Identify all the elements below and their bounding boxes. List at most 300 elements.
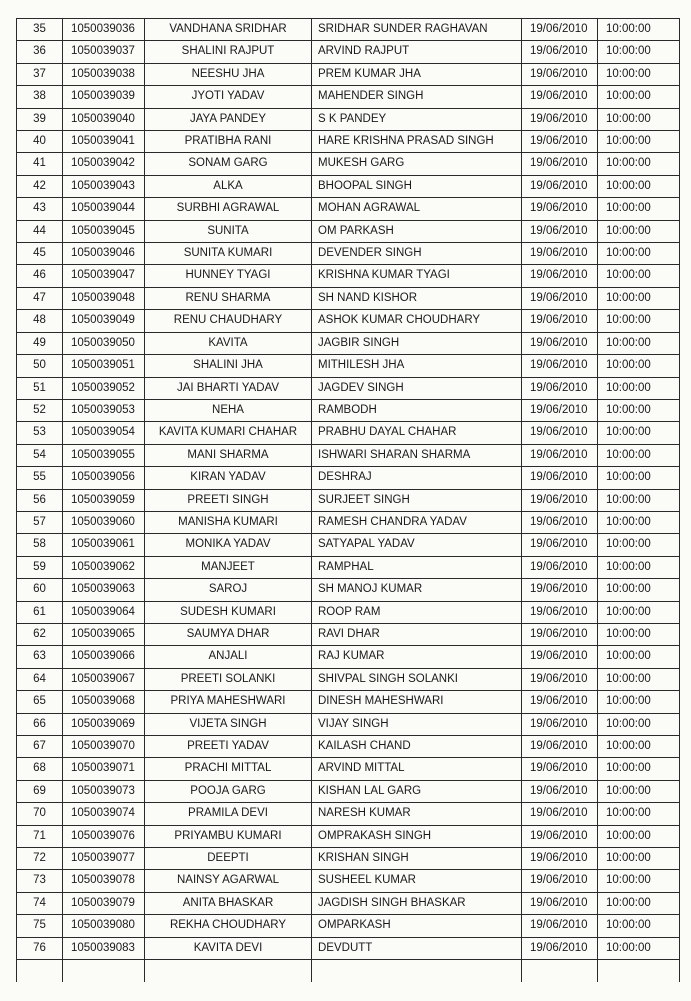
candidate-name-cell: ANJALI [145, 646, 312, 668]
father-name-cell: SURJEET SINGH [312, 489, 522, 511]
father-name-cell: RAJ KUMAR [312, 646, 522, 668]
exam-time-cell: 10:00:00 [598, 19, 680, 41]
father-name-cell: SHIVPAL SINGH SOLANKI [312, 668, 522, 690]
exam-time-cell: 10:00:00 [598, 623, 680, 645]
exam-date-cell: 19/06/2010 [522, 803, 598, 825]
exam-time-cell: 10:00:00 [598, 377, 680, 399]
serial-number-cell: 55 [17, 467, 63, 489]
candidate-name-cell: PRIYA MAHESHWARI [145, 691, 312, 713]
serial-number-cell: 43 [17, 198, 63, 220]
roll-number-cell: 1050039041 [63, 131, 145, 153]
exam-time-cell: 10:00:00 [598, 780, 680, 802]
candidate-name-cell: PRACHI MITTAL [145, 758, 312, 780]
serial-number-cell: 72 [17, 848, 63, 870]
serial-number-cell: 50 [17, 355, 63, 377]
father-name-cell: KISHAN LAL GARG [312, 780, 522, 802]
candidate-name-cell: NAINSY AGARWAL [145, 870, 312, 892]
father-name-cell: ARVIND MITTAL [312, 758, 522, 780]
empty-cell [522, 960, 598, 983]
table-row [17, 601, 680, 623]
serial-number-cell: 51 [17, 377, 63, 399]
roll-number-cell: 1050039079 [63, 892, 145, 914]
father-name-cell: JAGDEV SINGH [312, 377, 522, 399]
exam-time-cell: 10:00:00 [598, 713, 680, 735]
table-row [17, 444, 680, 466]
empty-cell [17, 960, 63, 983]
serial-number-cell: 49 [17, 332, 63, 354]
exam-date-cell: 19/06/2010 [522, 377, 598, 399]
candidate-name-cell: REKHA CHOUDHARY [145, 915, 312, 937]
father-name-cell: VIJAY SINGH [312, 713, 522, 735]
exam-date-cell: 19/06/2010 [522, 399, 598, 421]
serial-number-cell: 76 [17, 937, 63, 959]
father-name-cell: SRIDHAR SUNDER RAGHAVAN [312, 19, 522, 41]
table-row [17, 355, 680, 377]
exam-time-cell: 10:00:00 [598, 758, 680, 780]
serial-number-cell: 42 [17, 175, 63, 197]
table-row [17, 175, 680, 197]
father-name-cell: ASHOK KUMAR CHOUDHARY [312, 310, 522, 332]
father-name-cell: SATYAPAL YADAV [312, 534, 522, 556]
roll-number-cell: 1050039056 [63, 467, 145, 489]
empty-cell [312, 960, 522, 983]
exam-time-cell: 10:00:00 [598, 870, 680, 892]
exam-date-cell: 19/06/2010 [522, 713, 598, 735]
exam-date-cell: 19/06/2010 [522, 511, 598, 533]
roll-number-cell: 1050039052 [63, 377, 145, 399]
table-row [17, 780, 680, 802]
exam-date-cell: 19/06/2010 [522, 153, 598, 175]
candidate-name-cell: PREETI SINGH [145, 489, 312, 511]
table-row [17, 332, 680, 354]
table-row [17, 623, 680, 645]
father-name-cell: RAMBODH [312, 399, 522, 421]
table-row [17, 646, 680, 668]
table-row [17, 489, 680, 511]
exam-date-cell: 19/06/2010 [522, 870, 598, 892]
father-name-cell: KRISHAN SINGH [312, 848, 522, 870]
father-name-cell: JAGDISH SINGH BHASKAR [312, 892, 522, 914]
candidate-name-cell: PREETI YADAV [145, 736, 312, 758]
exam-time-cell: 10:00:00 [598, 511, 680, 533]
roll-number-cell: 1050039067 [63, 668, 145, 690]
exam-time-cell: 10:00:00 [598, 467, 680, 489]
exam-time-cell: 10:00:00 [598, 243, 680, 265]
exam-time-cell: 10:00:00 [598, 153, 680, 175]
exam-date-cell: 19/06/2010 [522, 243, 598, 265]
exam-time-cell: 10:00:00 [598, 332, 680, 354]
serial-number-cell: 65 [17, 691, 63, 713]
table-row [17, 153, 680, 175]
serial-number-cell: 59 [17, 556, 63, 578]
exam-date-cell: 19/06/2010 [522, 422, 598, 444]
exam-time-cell: 10:00:00 [598, 422, 680, 444]
exam-time-cell: 10:00:00 [598, 556, 680, 578]
roll-number-cell: 1050039083 [63, 937, 145, 959]
roll-number-cell: 1050039046 [63, 243, 145, 265]
father-name-cell: ROOP RAM [312, 601, 522, 623]
roll-number-cell: 1050039039 [63, 86, 145, 108]
father-name-cell: ISHWARI SHARAN SHARMA [312, 444, 522, 466]
roll-number-cell: 1050039037 [63, 41, 145, 63]
roll-number-cell: 1050039045 [63, 220, 145, 242]
exam-date-cell: 19/06/2010 [522, 848, 598, 870]
roll-number-cell: 1050039047 [63, 265, 145, 287]
exam-date-cell: 19/06/2010 [522, 892, 598, 914]
father-name-cell: DEVDUTT [312, 937, 522, 959]
exam-time-cell: 10:00:00 [598, 355, 680, 377]
exam-time-cell: 10:00:00 [598, 444, 680, 466]
candidate-name-cell: JAYA PANDEY [145, 108, 312, 130]
roll-number-cell: 1050039070 [63, 736, 145, 758]
father-name-cell: MOHAN AGRAWAL [312, 198, 522, 220]
table-body [17, 19, 680, 983]
candidate-name-cell: SURBHI AGRAWAL [145, 198, 312, 220]
exam-time-cell: 10:00:00 [598, 915, 680, 937]
candidate-name-cell: VANDHANA SRIDHAR [145, 19, 312, 41]
father-name-cell: KAILASH CHAND [312, 736, 522, 758]
father-name-cell: RAVI DHAR [312, 623, 522, 645]
serial-number-cell: 46 [17, 265, 63, 287]
roll-number-cell: 1050039073 [63, 780, 145, 802]
roll-number-cell: 1050039051 [63, 355, 145, 377]
candidate-name-cell: SUDESH KUMARI [145, 601, 312, 623]
table-row [17, 691, 680, 713]
serial-number-cell: 69 [17, 780, 63, 802]
candidate-name-cell: PRATIBHA RANI [145, 131, 312, 153]
exam-time-cell: 10:00:00 [598, 736, 680, 758]
candidate-name-cell: KIRAN YADAV [145, 467, 312, 489]
exam-date-cell: 19/06/2010 [522, 937, 598, 959]
exam-date-cell: 19/06/2010 [522, 41, 598, 63]
serial-number-cell: 45 [17, 243, 63, 265]
exam-date-cell: 19/06/2010 [522, 444, 598, 466]
roll-number-cell: 1050039062 [63, 556, 145, 578]
exam-time-cell: 10:00:00 [598, 108, 680, 130]
exam-date-cell: 19/06/2010 [522, 131, 598, 153]
exam-date-cell: 19/06/2010 [522, 556, 598, 578]
exam-date-cell: 19/06/2010 [522, 332, 598, 354]
roll-number-cell: 1050039071 [63, 758, 145, 780]
serial-number-cell: 62 [17, 623, 63, 645]
serial-number-cell: 36 [17, 41, 63, 63]
roll-number-cell: 1050039074 [63, 803, 145, 825]
candidate-name-cell: SAUMYA DHAR [145, 623, 312, 645]
roll-number-cell: 1050039053 [63, 399, 145, 421]
exam-date-cell: 19/06/2010 [522, 825, 598, 847]
table-row [17, 915, 680, 937]
candidate-name-cell: MANISHA KUMARI [145, 511, 312, 533]
serial-number-cell: 52 [17, 399, 63, 421]
father-name-cell: MUKESH GARG [312, 153, 522, 175]
father-name-cell: BHOOPAL SINGH [312, 175, 522, 197]
serial-number-cell: 67 [17, 736, 63, 758]
candidate-name-cell: RENU SHARMA [145, 287, 312, 309]
father-name-cell: DEVENDER SINGH [312, 243, 522, 265]
table-row [17, 848, 680, 870]
empty-row [17, 960, 680, 983]
empty-cell [598, 960, 680, 983]
exam-date-cell: 19/06/2010 [522, 310, 598, 332]
candidate-name-cell: SONAM GARG [145, 153, 312, 175]
serial-number-cell: 73 [17, 870, 63, 892]
exam-date-cell: 19/06/2010 [522, 198, 598, 220]
exam-date-cell: 19/06/2010 [522, 63, 598, 85]
candidate-table [16, 18, 680, 982]
roll-number-cell: 1050039076 [63, 825, 145, 847]
candidate-name-cell: ALKA [145, 175, 312, 197]
exam-time-cell: 10:00:00 [598, 399, 680, 421]
serial-number-cell: 60 [17, 579, 63, 601]
father-name-cell: RAMESH CHANDRA YADAV [312, 511, 522, 533]
table-row [17, 467, 680, 489]
roll-number-cell: 1050039040 [63, 108, 145, 130]
exam-date-cell: 19/06/2010 [522, 668, 598, 690]
exam-date-cell: 19/06/2010 [522, 579, 598, 601]
exam-date-cell: 19/06/2010 [522, 220, 598, 242]
serial-number-cell: 58 [17, 534, 63, 556]
exam-time-cell: 10:00:00 [598, 63, 680, 85]
exam-time-cell: 10:00:00 [598, 220, 680, 242]
candidate-name-cell: MANJEET [145, 556, 312, 578]
table-row [17, 198, 680, 220]
roll-number-cell: 1050039048 [63, 287, 145, 309]
serial-number-cell: 53 [17, 422, 63, 444]
table-row [17, 265, 680, 287]
candidate-name-cell: SHALINI RAJPUT [145, 41, 312, 63]
serial-number-cell: 41 [17, 153, 63, 175]
exam-time-cell: 10:00:00 [598, 803, 680, 825]
father-name-cell: SUSHEEL KUMAR [312, 870, 522, 892]
father-name-cell: HARE KRISHNA PRASAD SINGH [312, 131, 522, 153]
table-row [17, 556, 680, 578]
table-row [17, 422, 680, 444]
candidate-name-cell: MANI SHARMA [145, 444, 312, 466]
exam-date-cell: 19/06/2010 [522, 601, 598, 623]
exam-date-cell: 19/06/2010 [522, 736, 598, 758]
serial-number-cell: 48 [17, 310, 63, 332]
exam-time-cell: 10:00:00 [598, 579, 680, 601]
father-name-cell: RAMPHAL [312, 556, 522, 578]
candidate-name-cell: KAVITA [145, 332, 312, 354]
exam-date-cell: 19/06/2010 [522, 646, 598, 668]
roll-number-cell: 1050039064 [63, 601, 145, 623]
roll-number-cell: 1050039042 [63, 153, 145, 175]
candidate-name-cell: SHALINI JHA [145, 355, 312, 377]
candidate-name-cell: RENU CHAUDHARY [145, 310, 312, 332]
father-name-cell: OMPARKASH [312, 915, 522, 937]
exam-time-cell: 10:00:00 [598, 175, 680, 197]
exam-date-cell: 19/06/2010 [522, 467, 598, 489]
empty-cell [63, 960, 145, 983]
table-row [17, 108, 680, 130]
exam-time-cell: 10:00:00 [598, 310, 680, 332]
candidate-name-cell: ANITA BHASKAR [145, 892, 312, 914]
serial-number-cell: 57 [17, 511, 63, 533]
table-row [17, 937, 680, 959]
table-row [17, 310, 680, 332]
table-row [17, 713, 680, 735]
father-name-cell: OM PARKASH [312, 220, 522, 242]
table-row [17, 534, 680, 556]
exam-time-cell: 10:00:00 [598, 489, 680, 511]
roll-number-cell: 1050039049 [63, 310, 145, 332]
candidate-name-cell: NEHA [145, 399, 312, 421]
exam-date-cell: 19/06/2010 [522, 86, 598, 108]
father-name-cell: NARESH KUMAR [312, 803, 522, 825]
father-name-cell: OMPRAKASH SINGH [312, 825, 522, 847]
table-row [17, 870, 680, 892]
candidate-name-cell: SUNITA KUMARI [145, 243, 312, 265]
serial-number-cell: 71 [17, 825, 63, 847]
exam-date-cell: 19/06/2010 [522, 355, 598, 377]
father-name-cell: KRISHNA KUMAR TYAGI [312, 265, 522, 287]
exam-date-cell: 19/06/2010 [522, 19, 598, 41]
candidate-name-cell: JAI BHARTI YADAV [145, 377, 312, 399]
father-name-cell: MAHENDER SINGH [312, 86, 522, 108]
roll-number-cell: 1050039036 [63, 19, 145, 41]
father-name-cell: DESHRAJ [312, 467, 522, 489]
candidate-name-cell: SUNITA [145, 220, 312, 242]
exam-date-cell: 19/06/2010 [522, 287, 598, 309]
father-name-cell: SH NAND KISHOR [312, 287, 522, 309]
empty-cell [145, 960, 312, 983]
exam-date-cell: 19/06/2010 [522, 623, 598, 645]
roll-number-cell: 1050039068 [63, 691, 145, 713]
father-name-cell: PRABHU DAYAL CHAHAR [312, 422, 522, 444]
roll-number-cell: 1050039060 [63, 511, 145, 533]
serial-number-cell: 40 [17, 131, 63, 153]
roll-number-cell: 1050039050 [63, 332, 145, 354]
serial-number-cell: 54 [17, 444, 63, 466]
serial-number-cell: 47 [17, 287, 63, 309]
roll-number-cell: 1050039078 [63, 870, 145, 892]
father-name-cell: PREM KUMAR JHA [312, 63, 522, 85]
exam-date-cell: 19/06/2010 [522, 175, 598, 197]
father-name-cell: ARVIND RAJPUT [312, 41, 522, 63]
exam-time-cell: 10:00:00 [598, 668, 680, 690]
candidate-name-cell: MONIKA YADAV [145, 534, 312, 556]
roll-number-cell: 1050039038 [63, 63, 145, 85]
exam-time-cell: 10:00:00 [598, 848, 680, 870]
father-name-cell: JAGBIR SINGH [312, 332, 522, 354]
exam-time-cell: 10:00:00 [598, 937, 680, 959]
exam-date-cell: 19/06/2010 [522, 534, 598, 556]
table-row [17, 892, 680, 914]
table-row [17, 668, 680, 690]
roll-number-cell: 1050039066 [63, 646, 145, 668]
candidate-name-cell: PRAMILA DEVI [145, 803, 312, 825]
exam-time-cell: 10:00:00 [598, 265, 680, 287]
roll-number-cell: 1050039061 [63, 534, 145, 556]
roll-number-cell: 1050039063 [63, 579, 145, 601]
serial-number-cell: 44 [17, 220, 63, 242]
exam-time-cell: 10:00:00 [598, 534, 680, 556]
serial-number-cell: 35 [17, 19, 63, 41]
table-row [17, 758, 680, 780]
exam-date-cell: 19/06/2010 [522, 780, 598, 802]
candidate-name-cell: POOJA GARG [145, 780, 312, 802]
serial-number-cell: 37 [17, 63, 63, 85]
serial-number-cell: 39 [17, 108, 63, 130]
serial-number-cell: 61 [17, 601, 63, 623]
candidate-name-cell: HUNNEY TYAGI [145, 265, 312, 287]
exam-date-cell: 19/06/2010 [522, 489, 598, 511]
table-row [17, 63, 680, 85]
candidate-name-cell: NEESHU JHA [145, 63, 312, 85]
exam-date-cell: 19/06/2010 [522, 758, 598, 780]
exam-time-cell: 10:00:00 [598, 825, 680, 847]
table-row [17, 579, 680, 601]
father-name-cell: DINESH MAHESHWARI [312, 691, 522, 713]
exam-time-cell: 10:00:00 [598, 86, 680, 108]
exam-time-cell: 10:00:00 [598, 892, 680, 914]
roll-number-cell: 1050039080 [63, 915, 145, 937]
exam-date-cell: 19/06/2010 [522, 108, 598, 130]
exam-time-cell: 10:00:00 [598, 601, 680, 623]
father-name-cell: SH MANOJ KUMAR [312, 579, 522, 601]
table-row [17, 19, 680, 41]
exam-date-cell: 19/06/2010 [522, 265, 598, 287]
exam-date-cell: 19/06/2010 [522, 691, 598, 713]
serial-number-cell: 68 [17, 758, 63, 780]
table-row [17, 287, 680, 309]
table-row [17, 243, 680, 265]
table-row [17, 86, 680, 108]
exam-time-cell: 10:00:00 [598, 646, 680, 668]
serial-number-cell: 63 [17, 646, 63, 668]
exam-time-cell: 10:00:00 [598, 131, 680, 153]
table-row [17, 399, 680, 421]
table-row [17, 377, 680, 399]
table-row [17, 220, 680, 242]
roll-number-cell: 1050039059 [63, 489, 145, 511]
exam-date-cell: 19/06/2010 [522, 915, 598, 937]
exam-time-cell: 10:00:00 [598, 41, 680, 63]
table-row [17, 803, 680, 825]
exam-time-cell: 10:00:00 [598, 198, 680, 220]
roll-number-cell: 1050039043 [63, 175, 145, 197]
candidate-name-cell: KAVITA DEVI [145, 937, 312, 959]
table-row [17, 41, 680, 63]
exam-time-cell: 10:00:00 [598, 287, 680, 309]
father-name-cell: S K PANDEY [312, 108, 522, 130]
table-row [17, 736, 680, 758]
serial-number-cell: 74 [17, 892, 63, 914]
table-row [17, 825, 680, 847]
candidate-name-cell: PRIYAMBU KUMARI [145, 825, 312, 847]
exam-time-cell: 10:00:00 [598, 691, 680, 713]
roll-number-cell: 1050039077 [63, 848, 145, 870]
roll-number-cell: 1050039065 [63, 623, 145, 645]
candidate-name-cell: SAROJ [145, 579, 312, 601]
table-row [17, 131, 680, 153]
candidate-name-cell: JYOTI YADAV [145, 86, 312, 108]
serial-number-cell: 75 [17, 915, 63, 937]
serial-number-cell: 64 [17, 668, 63, 690]
candidate-name-cell: PREETI SOLANKI [145, 668, 312, 690]
candidate-name-cell: DEEPTI [145, 848, 312, 870]
roll-number-cell: 1050039044 [63, 198, 145, 220]
roll-number-cell: 1050039054 [63, 422, 145, 444]
roll-number-cell: 1050039069 [63, 713, 145, 735]
roll-number-cell: 1050039055 [63, 444, 145, 466]
serial-number-cell: 66 [17, 713, 63, 735]
father-name-cell: MITHILESH JHA [312, 355, 522, 377]
serial-number-cell: 56 [17, 489, 63, 511]
serial-number-cell: 38 [17, 86, 63, 108]
candidate-name-cell: KAVITA KUMARI CHAHAR [145, 422, 312, 444]
